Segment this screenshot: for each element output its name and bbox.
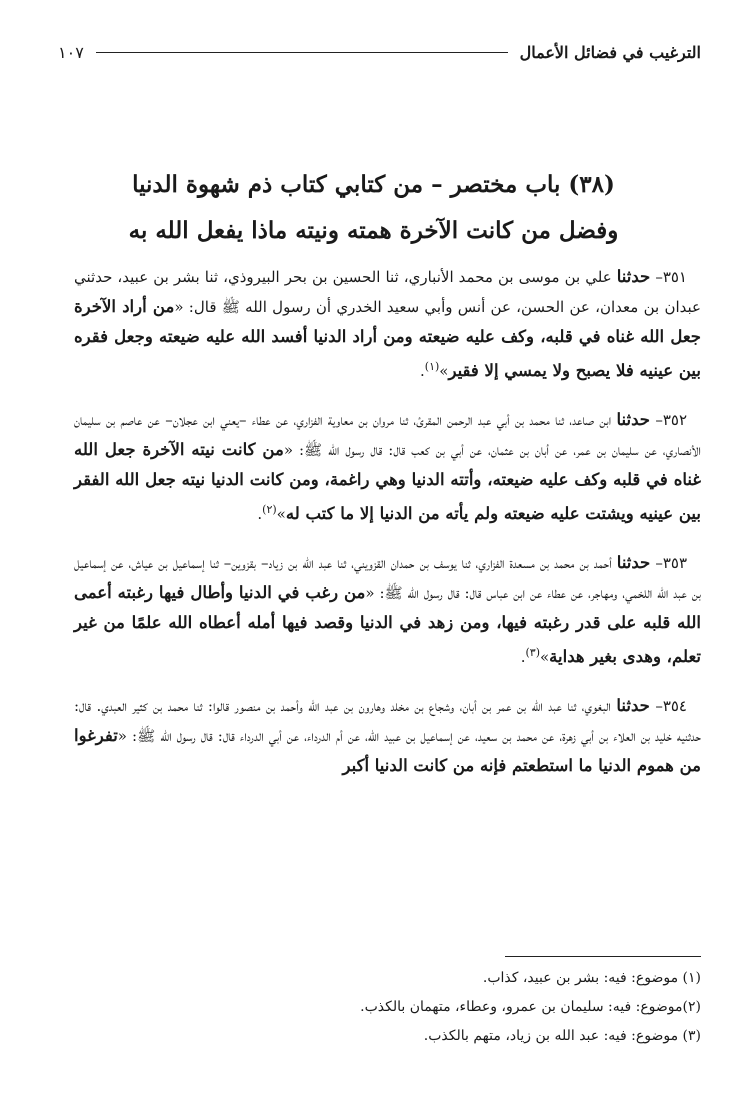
haddathana-word: حدثنا	[616, 410, 650, 429]
haddathana-word: حدثنا	[616, 696, 650, 715]
quote-close: »	[539, 648, 550, 666]
header-rule	[96, 52, 508, 53]
quote-close: »	[276, 505, 286, 523]
footnote-ref[interactable]: (٢)	[262, 503, 277, 516]
hadith-353	[74, 548, 701, 672]
footnote-ref[interactable]: (١)	[424, 360, 440, 373]
isnad-chain: علي بن موسى بن محمد الأنباري، ثنا الحسين بن بحر البيروذي، ثنا بشر بن عبيد، حدثني عبدان بن معدان، عن الحسن، عن أنس وأبي سعيد الخدري أن رسول الله ﷺ قال: «	[74, 268, 701, 316]
haddathana-word: حدثنا	[616, 553, 651, 572]
footnote-ref[interactable]: (٣)	[525, 646, 540, 659]
footnote-2: (٢)موضوع: فيه: سليمان بن عمرو، وعطاء، متهمان بالكذب.	[360, 999, 701, 1015]
chapter-title-line-2: وفضل من كانت الآخرة همته ونيته ماذا يفعل الله به	[128, 217, 619, 244]
page-number: ١٠٧	[58, 42, 84, 62]
footnote-1: (١) موضوع: فيه: بشر بن عبيد، كذاب.	[482, 970, 701, 986]
footnotes	[74, 964, 701, 1051]
sentence-end: .	[257, 505, 263, 523]
hadith-number: ٣٥٢–	[655, 411, 687, 429]
running-title: الترغيب في فضائل الأعمال	[519, 42, 701, 62]
hadith-354	[74, 691, 701, 781]
running-header	[58, 34, 701, 70]
hadith-matn: من أراد الآخرة جعل الله غناه في قلبه، وكف عليه ضيعته ومن أراد الدنيا أفسد الله عليه ضيعته وجعل فقره بين عينيه فلا يصبح ولا يمسي إلا فقير	[74, 297, 701, 380]
hadith-matn: تفرغوا من هموم الدنيا ما استطعتم فإنه من كانت الدنيا أكبر	[74, 726, 701, 775]
hadith-matn: من كانت نيته الآخرة جعل الله غناه في قلبه وكف عليه ضيعته، وأتته الدنيا وهي راغمة، ومن كانت الدنيا نيته جعل الله الفقر بين عينيه ويشتت عليه ضيعته ولم يأته من الدنيا إلا ما كتب له	[74, 440, 701, 523]
footnote-3: (٣) موضوع: فيه: عبد الله بن زياد، متهم بالكذب.	[423, 1028, 701, 1044]
footnote-rule	[505, 956, 701, 957]
hadith-351	[74, 262, 701, 386]
quote-close: »	[439, 362, 449, 380]
hadith-number: ٣٥٤–	[655, 697, 687, 715]
isnad-chain: البغوي، ثنا عبد الله بن عمر بن أبان، وشجاع بن مخلد وهارون بن عبد الله وأحمد بن منصور قالوا: ثنا محمد بن كثير العبدي. قال: حدثنيه خليد بن العلاء بن أبي زهرة، عن محمد بن سعيد، عن إسماعيل بن عبيد الله، عن أم الدرداء، عن أبي الدرداء قال: قال رسول الله ﷺ: «	[74, 697, 701, 745]
haddathana-word: حدثنا	[616, 267, 651, 286]
isnad-chain: أحمد بن محمد بن مسعدة الفزاري، ثنا يوسف بن حمدان القزويني، ثنا عبد الله بن زياد– بقزوين– ثنا إسماعيل بن عياش، عن إسماعيل بن عبد الله اللخمي، ومهاجر، عن عطاء عن ابن عباس قال: قال رسول الله ﷺ: «	[74, 554, 701, 602]
hadith-number: ٣٥٣–	[655, 554, 687, 572]
sentence-end: .	[520, 648, 526, 666]
chapter-title-line-1: (٣٨) باب مختصر – من كتابي كتاب ذم شهوة الدنيا	[132, 171, 615, 198]
main-text	[74, 262, 701, 800]
hadith-number: ٣٥١–	[655, 268, 687, 286]
chapter-heading	[60, 162, 687, 254]
sentence-end: .	[419, 362, 425, 380]
hadith-matn: من رغب في الدنيا وأطال فيها رغبته أعمى الله قلبه على قدر رغبته فيها، ومن زهد في الدنيا وقصد فيها أمله أعطاه الله علمًا من غير تعلم، وهدى بغير هداية	[74, 583, 701, 666]
hadith-352	[74, 405, 701, 529]
isnad-chain: ابن صاعد، ثنا محمد بن أبي عبد الرحمن المقرئ، ثنا مروان بن معاوية الفزاري، عن عطاء –يعني ابن عجلان– عن عاصم بن سليمان الأنصاري، عن سليمان بن عمر، عن أبان بن عثمان، عن أبي بن كعب قال: قال رسول الله ﷺ: «	[74, 411, 701, 459]
